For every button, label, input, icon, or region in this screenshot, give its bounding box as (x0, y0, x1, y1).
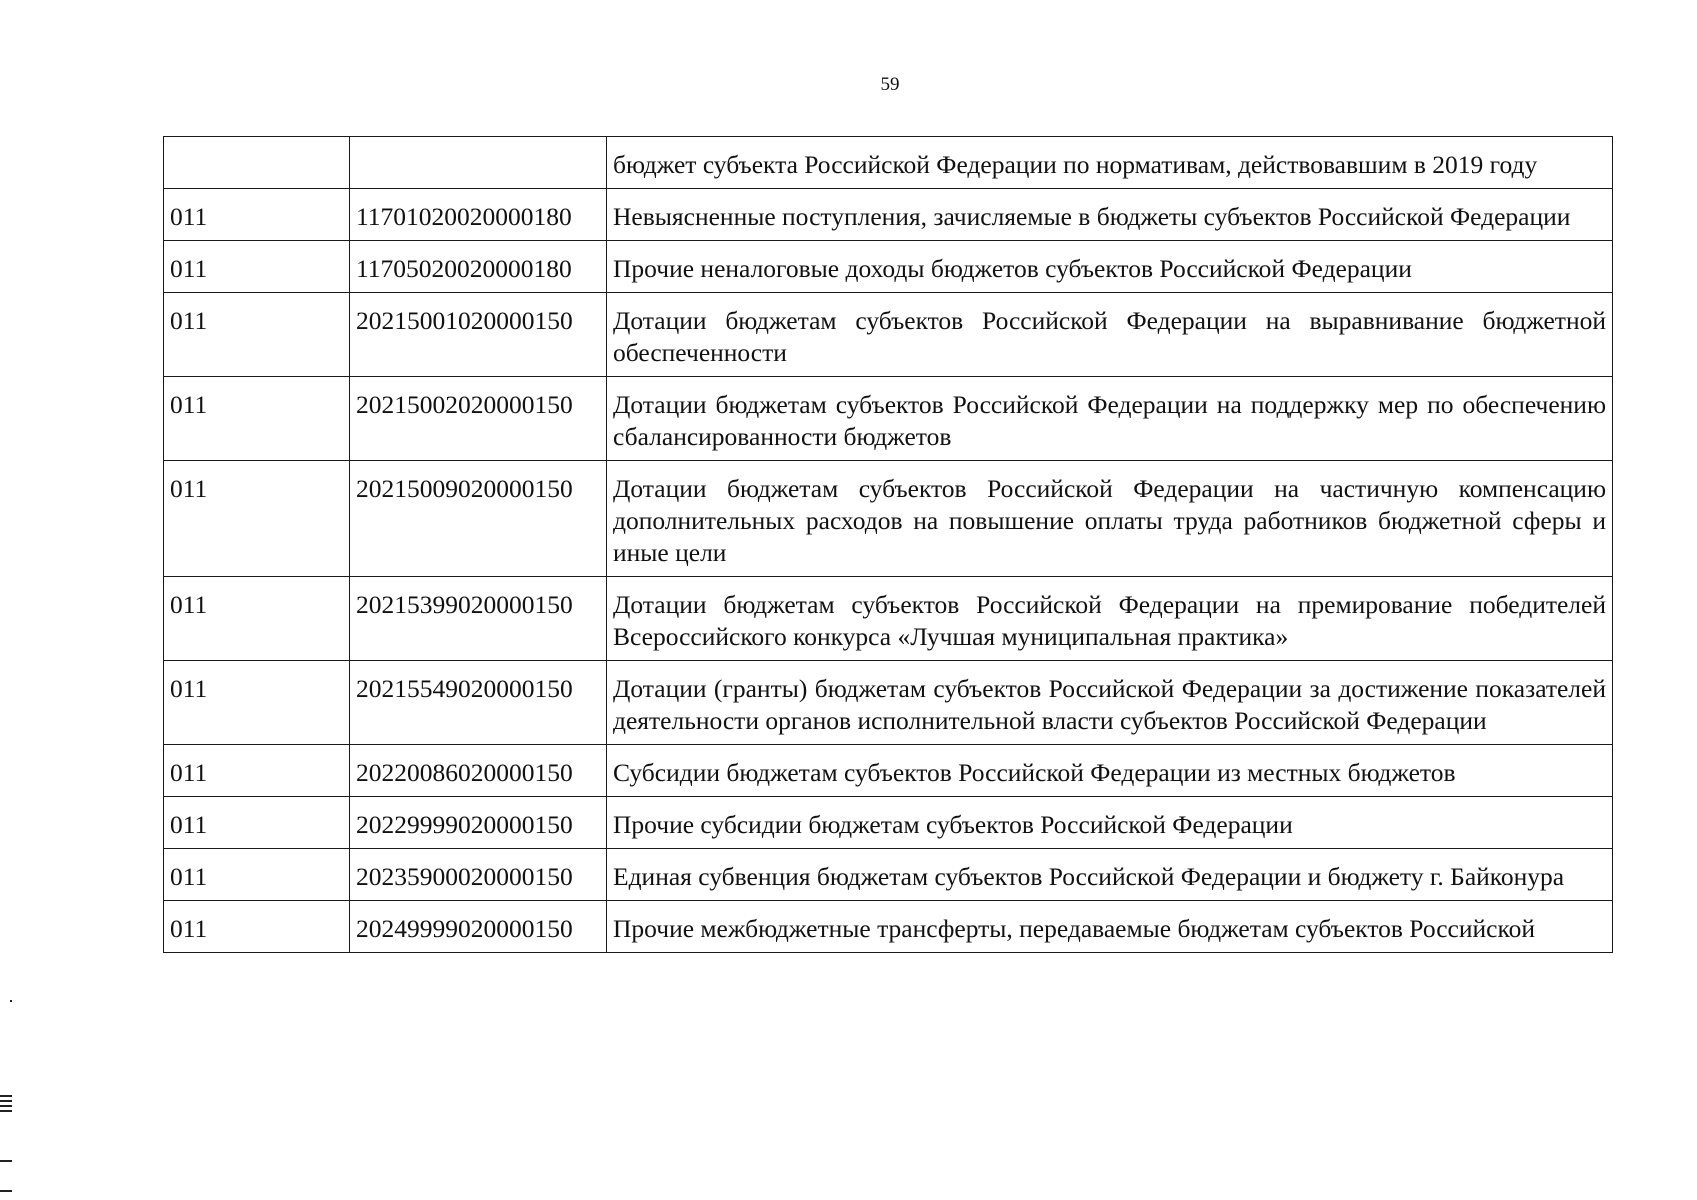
description-cell: Невыясненные поступления, зачисляемые в бюджеты субъектов Российской Федерации (607, 189, 1613, 241)
budget-code-cell: 20215002020000150 (350, 377, 607, 461)
description-cell: Прочие субсидии бюджетам субъектов Российской Федерации (607, 797, 1613, 849)
table-row (164, 849, 1613, 901)
budget-code-cell (350, 137, 607, 189)
budget-code-cell: 20220086020000150 (350, 745, 607, 797)
description-cell: Единая субвенция бюджетам субъектов Российской Федерации и бюджету г. Байконура (607, 849, 1613, 901)
budget-code-cell: 11705020020000180 (350, 241, 607, 293)
budget-codes-table (163, 136, 1613, 953)
budget-code-cell: 20229999020000150 (350, 797, 607, 849)
admin-code-cell: 011 (164, 461, 350, 577)
table-row (164, 377, 1613, 461)
description-cell: Прочие неналоговые доходы бюджетов субъектов Российской Федерации (607, 241, 1613, 293)
page-number: 59 (880, 74, 900, 95)
budget-code-cell: 20215009020000150 (350, 461, 607, 577)
admin-code-cell: 011 (164, 189, 350, 241)
admin-code-cell: 011 (164, 577, 350, 661)
scan-artifact-mark (0, 1160, 12, 1162)
scan-artifact-mark (0, 1100, 12, 1102)
table-row (164, 461, 1613, 577)
description-cell: бюджет субъекта Российской Федерации по нормативам, действовавшим в 2019 году (607, 137, 1613, 189)
table-row (164, 137, 1613, 189)
description-cell: Дотации бюджетам субъектов Российской Федерации на поддержку мер по обеспечению сбалансированности бюджетов (607, 377, 1613, 461)
description-cell: Дотации бюджетам субъектов Российской Федерации на частичную компенсацию дополнительных расходов на повышение оплаты труда работников бюджетной сферы и иные цели (607, 461, 1613, 577)
description-cell: Дотации бюджетам субъектов Российской Федерации на премирование победителей Всероссийского конкурса «Лучшая муниципальная практика» (607, 577, 1613, 661)
admin-code-cell: 011 (164, 241, 350, 293)
table-row (164, 189, 1613, 241)
table-row (164, 797, 1613, 849)
scan-artifact-mark (0, 1110, 12, 1112)
description-cell: Дотации (гранты) бюджетам субъектов Российской Федерации за достижение показателей деятельности органов исполнительной власти субъектов Российской Федерации (607, 661, 1613, 745)
budget-code-cell: 20215549020000150 (350, 661, 607, 745)
scan-artifact-mark (10, 1000, 12, 1002)
scan-artifact-mark (0, 1105, 12, 1107)
admin-code-cell: 011 (164, 661, 350, 745)
admin-code-cell: 011 (164, 797, 350, 849)
budget-code-cell: 20235900020000150 (350, 849, 607, 901)
scan-artifact-mark (0, 1190, 12, 1192)
admin-code-cell: 011 (164, 745, 350, 797)
table-row (164, 901, 1613, 953)
table-row (164, 293, 1613, 377)
description-cell: Прочие межбюджетные трансферты, передаваемые бюджетам субъектов Российской (607, 901, 1613, 953)
table-row (164, 241, 1613, 293)
table-row (164, 577, 1613, 661)
budget-code-cell: 11701020020000180 (350, 189, 607, 241)
description-cell: Дотации бюджетам субъектов Российской Федерации на выравнивание бюджетной обеспеченности (607, 293, 1613, 377)
admin-code-cell: 011 (164, 293, 350, 377)
budget-code-cell: 20215001020000150 (350, 293, 607, 377)
admin-code-cell (164, 137, 350, 189)
scan-artifact-mark (0, 1095, 12, 1097)
table-row (164, 745, 1613, 797)
admin-code-cell: 011 (164, 377, 350, 461)
description-cell: Субсидии бюджетам субъектов Российской Федерации из местных бюджетов (607, 745, 1613, 797)
budget-code-cell: 20249999020000150 (350, 901, 607, 953)
budget-code-cell: 20215399020000150 (350, 577, 607, 661)
admin-code-cell: 011 (164, 849, 350, 901)
admin-code-cell: 011 (164, 901, 350, 953)
table-row (164, 661, 1613, 745)
